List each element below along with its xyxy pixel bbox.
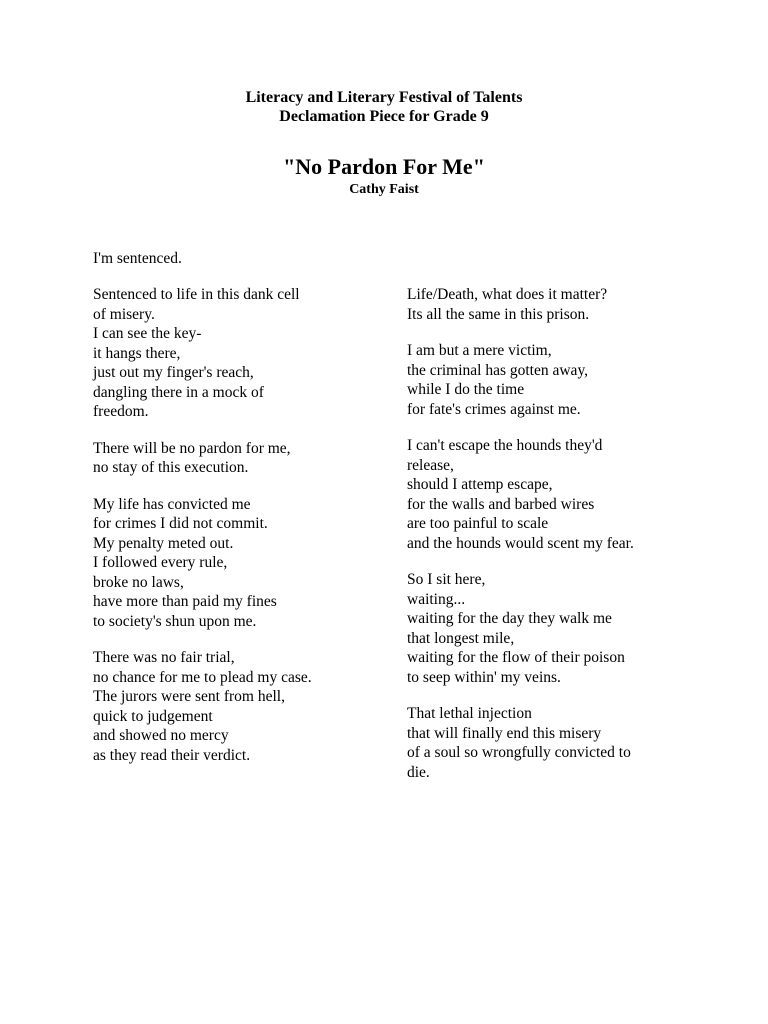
poem-line: for crimes I did not commit. — [93, 515, 268, 532]
poem-stanza — [93, 285, 383, 422]
poem-line: should I attemp escape, — [407, 476, 553, 493]
poem-line: while I do the time — [407, 381, 525, 398]
poem-line: waiting... — [407, 590, 466, 608]
poem-line: waiting for the flow of their poison — [407, 649, 625, 666]
poem-line: for the walls and barbed wires — [407, 495, 595, 513]
poem-line: So I sit here, — [407, 571, 486, 588]
poem-intro-line: I'm sentenced. — [93, 250, 182, 267]
poem-line: My life has convicted me — [93, 495, 251, 513]
poem-stanza — [407, 341, 697, 419]
poem-stanza — [407, 436, 697, 553]
poem-line: as they read their verdict. — [93, 746, 251, 764]
poem-stanza — [407, 285, 697, 324]
poem-right-column — [407, 285, 697, 799]
poem-line: release, — [407, 456, 454, 474]
poem-author: Cathy Faist — [349, 182, 419, 197]
poem-line: no stay of this execution. — [93, 459, 249, 476]
festival-title: Literacy and Literary Festival of Talents — [245, 89, 523, 106]
poem-stanza — [93, 648, 383, 765]
poem-line: freedom. — [93, 403, 149, 420]
poem-line: have more than paid my fines — [93, 593, 277, 610]
poem-line: That lethal injection — [407, 705, 532, 722]
poem-line: There was no fair trial, — [93, 649, 235, 666]
poem-stanza — [93, 495, 383, 632]
poem-line: are too painful to scale — [407, 515, 549, 532]
poem-left-column — [93, 285, 383, 782]
poem-line: I am but a mere victim, — [407, 342, 552, 359]
document-header — [0, 88, 768, 126]
piece-subtitle: Declamation Piece for Grade 9 — [279, 108, 489, 125]
poem-line: for fate's crimes against me. — [407, 400, 581, 418]
poem-line: to seep within' my veins. — [407, 668, 561, 686]
poem-line: quick to judgement — [93, 707, 213, 725]
poem-line: it hangs there, — [93, 344, 181, 362]
poem-line: Life/Death, what does it matter? — [407, 286, 608, 303]
poem-line: I can't escape the hounds they'd — [407, 437, 603, 454]
poem-line: I can see the key- — [93, 325, 202, 342]
poem-line: My penalty meted out. — [93, 534, 234, 552]
poem-line: die. — [407, 763, 430, 781]
poem-line: and the hounds would scent my fear. — [407, 534, 634, 552]
poem-line: of misery. — [93, 305, 155, 323]
poem-title: "No Pardon For Me" — [283, 154, 485, 179]
poem-line: no chance for me to plead my case. — [93, 668, 312, 686]
poem-line: that will finally end this misery — [407, 724, 602, 742]
poem-line: I followed every rule, — [93, 554, 228, 571]
poem-stanza — [407, 704, 697, 782]
poem-line: The jurors were sent from hell, — [93, 688, 285, 705]
poem-line: and showed no mercy — [93, 727, 229, 744]
poem-stanza — [93, 439, 383, 478]
poem-line: Sentenced to life in this dank cell — [93, 286, 300, 303]
poem-line: waiting for the day they walk me — [407, 610, 612, 627]
poem-line: of a soul so wrongfully convicted to — [407, 744, 631, 761]
poem-line: dangling there in a mock of — [93, 383, 264, 401]
poem-stanza — [407, 570, 697, 687]
poem-line: broke no laws, — [93, 573, 184, 591]
poem-line: There will be no pardon for me, — [93, 439, 291, 457]
poem-line: the criminal has gotten away, — [407, 361, 589, 379]
poem-line: that longest mile, — [407, 629, 515, 647]
poem-line: Its all the same in this prison. — [407, 305, 590, 323]
poem-line: just out my finger's reach, — [93, 364, 254, 381]
poem-line: to society's shun upon me. — [93, 612, 257, 630]
